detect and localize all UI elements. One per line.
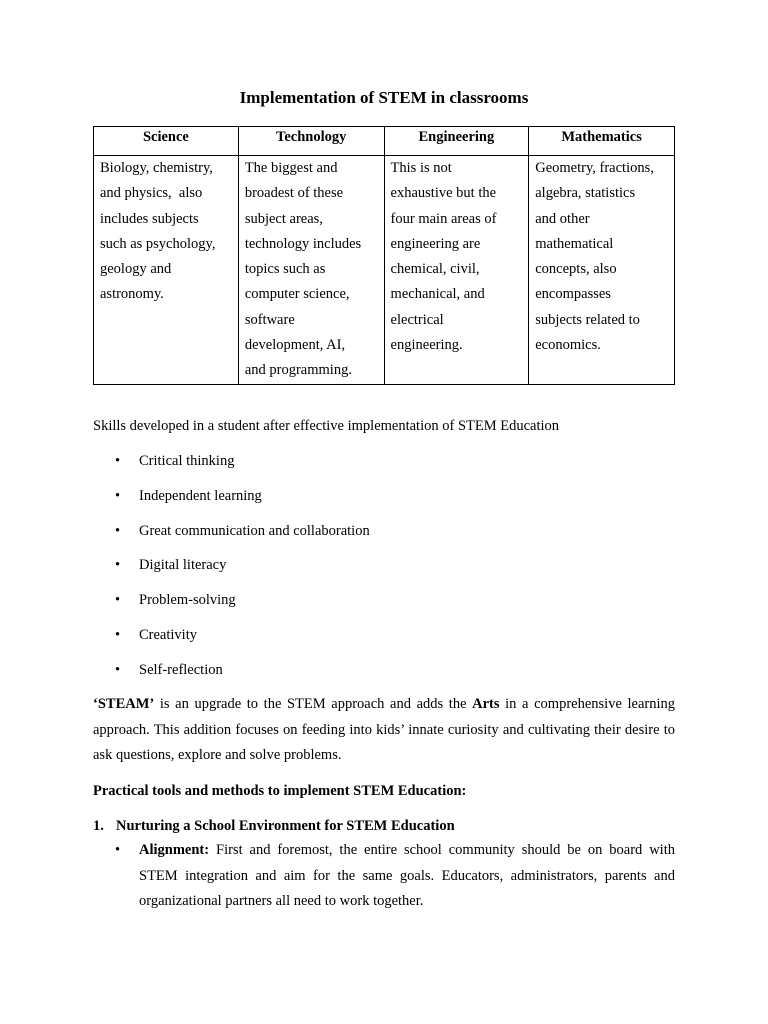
- bullet-icon: •: [115, 557, 121, 574]
- list-item: [93, 451, 370, 486]
- cell-line: chemical, civil,: [390, 261, 480, 278]
- stem-table: [93, 126, 675, 385]
- table-row: [94, 156, 675, 385]
- cell-line: topics such as: [244, 261, 326, 278]
- cell-line: software: [244, 311, 295, 328]
- header-mathematics: Mathematics: [529, 127, 675, 156]
- cell-line: encompasses: [535, 286, 611, 303]
- cell-line: four main areas of: [390, 210, 497, 227]
- cell-line: subject areas,: [244, 210, 323, 227]
- section-number: 1.: [93, 818, 104, 834]
- cell-line: broadest of these: [244, 185, 344, 202]
- steam-text-2: in a comprehensive learning approach. This addition focuses on feeding into kids’ innate curiosity and cultivating their desire to ask questions, explore and solve problems.: [93, 696, 675, 763]
- cell-mathematics: [529, 156, 675, 385]
- skill-label: Creativity: [139, 626, 197, 643]
- list-item: [93, 660, 370, 695]
- skills-intro: Skills developed in a student after effective implementation of STEM Education: [93, 418, 560, 434]
- section-title: Nurturing a School Environment for STEM Education: [116, 818, 455, 834]
- practical-heading: Practical tools and methods to implement STEM Education:: [93, 783, 467, 799]
- skill-label: Digital literacy: [139, 557, 227, 574]
- skills-list: [93, 451, 370, 695]
- header-technology: Technology: [238, 127, 384, 156]
- alignment-paragraph: [139, 838, 675, 915]
- skill-label: Problem-solving: [139, 592, 236, 609]
- cell-line: Geometry, fractions,: [535, 160, 654, 176]
- bullet-icon: •: [115, 522, 121, 539]
- cell-line: and other: [535, 210, 590, 227]
- cell-line: technology includes: [244, 235, 362, 252]
- cell-line: engineering are: [390, 235, 481, 252]
- cell-line: mathematical: [535, 235, 614, 252]
- cell-science: [94, 156, 239, 385]
- list-item: [93, 521, 370, 556]
- cell-line: such as psychology,: [100, 235, 216, 252]
- skill-label: Self-reflection: [139, 661, 223, 678]
- skill-label: Great communication and collaboration: [139, 522, 370, 539]
- cell-line: economics.: [535, 337, 601, 354]
- cell-line: astronomy.: [100, 286, 164, 303]
- cell-line: electrical: [390, 311, 444, 328]
- alignment-text: First and foremost, the entire school community should be on board with STEM integration and aim for the same goals. Educators, administrators, parents and organizational partners all need to work together.: [139, 842, 675, 909]
- skill-label: Independent learning: [139, 487, 262, 504]
- bullet-icon: •: [115, 453, 121, 469]
- list-item: [93, 625, 370, 660]
- skill-label: Critical thinking: [139, 453, 235, 469]
- list-item: [93, 590, 370, 625]
- cell-line: The biggest and: [244, 160, 338, 176]
- cell-line: concepts, also: [535, 261, 617, 278]
- section-heading: [93, 816, 455, 836]
- bullet-icon: •: [115, 842, 121, 858]
- cell-technology: [238, 156, 384, 385]
- bullet-icon: •: [115, 661, 121, 678]
- list-item: [93, 555, 370, 590]
- bullet-icon: •: [115, 592, 121, 609]
- steam-paragraph: [93, 692, 675, 769]
- page-title: Implementation of STEM in classrooms: [239, 88, 529, 107]
- cell-engineering: [384, 156, 529, 385]
- alignment-label: Alignment:: [139, 842, 210, 858]
- table-header-row: [94, 127, 675, 156]
- cell-line: and physics, also: [100, 185, 203, 202]
- cell-line: This is not: [390, 160, 452, 176]
- cell-line: mechanical, and: [390, 286, 485, 303]
- cell-line: computer science,: [244, 286, 350, 303]
- bullet-icon: •: [115, 487, 121, 504]
- cell-line: and programming.: [244, 362, 352, 379]
- cell-line: geology and: [100, 261, 172, 278]
- steam-arts: Arts: [472, 696, 500, 712]
- header-engineering: Engineering: [384, 127, 529, 156]
- cell-line: subjects related to: [535, 311, 640, 328]
- cell-line: development, AI,: [244, 337, 346, 354]
- steam-text-1: is an upgrade to the STEM approach and adds the: [154, 696, 473, 712]
- cell-line: exhaustive but the: [390, 185, 497, 202]
- steam-term: ‘STEAM’: [93, 696, 155, 712]
- list-item: [93, 486, 370, 521]
- cell-line: engineering.: [390, 337, 463, 354]
- bullet-icon: •: [115, 626, 121, 643]
- cell-line: includes subjects: [100, 210, 199, 227]
- cell-line: Biology, chemistry,: [100, 160, 213, 176]
- header-science: Science: [94, 127, 239, 156]
- cell-line: algebra, statistics: [535, 185, 636, 202]
